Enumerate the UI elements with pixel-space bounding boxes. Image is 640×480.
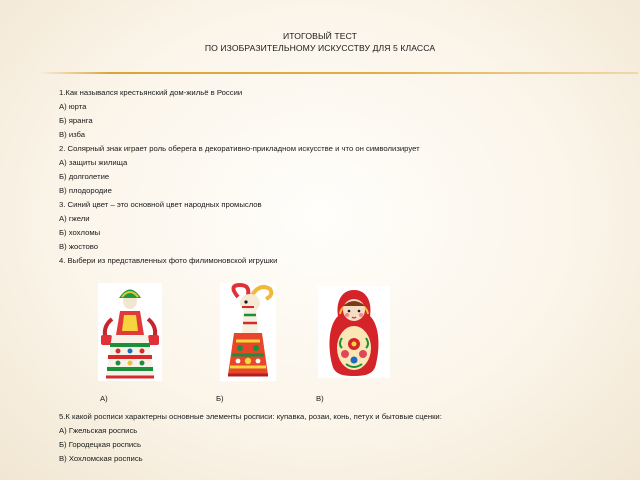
answer-5b: Б) Городецкая роспись	[59, 440, 142, 449]
toy-images	[96, 283, 406, 383]
answer-3a: А) гжели	[59, 214, 90, 223]
questions-block-top	[59, 86, 599, 268]
question-3: 3. Синий цвет – это основной цвет народных промыслов	[59, 200, 262, 209]
title-line-2: ПО ИЗОБРАЗИТЕЛЬНОМУ ИСКУССТВУ ДЛЯ 5 КЛАССА	[204, 43, 436, 53]
questions-block-bottom	[59, 410, 599, 466]
clay-lady-toy-image	[98, 283, 162, 381]
question-2: 2. Солярный знак играет роль оберега в декоративно-прикладном искусстве и что он символизирует	[59, 144, 420, 153]
answer-1a: А) юрта	[59, 102, 87, 111]
answer-2b: Б) долголетие	[59, 172, 110, 181]
answer-2a: А) защиты жилища	[59, 158, 128, 167]
matryoshka-doll-image	[318, 286, 390, 378]
answer-1b: Б) яранга	[59, 116, 93, 125]
title-line-1: ИТОГОВЫЙ ТЕСТ	[283, 31, 357, 41]
answer-5c: В) Хохломская роспись	[59, 454, 143, 463]
question-1: 1.Как назывался крестьянский дом-жильё в России	[59, 88, 243, 97]
question-5: 5.К какой росписи характерны основные элементы росписи: купавка, розаи, конь, петух и бытовые сценки:	[59, 412, 442, 421]
slide-title	[120, 30, 520, 54]
image-label-b: Б)	[216, 394, 224, 403]
clay-horned-animal-toy-image	[220, 283, 276, 381]
title-divider	[38, 72, 638, 74]
answer-1c: В) изба	[59, 130, 86, 139]
image-label-a: А)	[100, 394, 108, 403]
answer-2c: В) плодородие	[59, 186, 112, 195]
answer-3b: Б) хохломы	[59, 228, 101, 237]
answer-5a: А) Гжельская роспись	[59, 426, 138, 435]
image-label-c: В)	[316, 394, 324, 403]
question-4: 4. Выбери из представленных фото филимоновской игрушки	[59, 256, 278, 265]
answer-3c: В) жостово	[59, 242, 99, 251]
image-option-labels	[0, 394, 640, 406]
